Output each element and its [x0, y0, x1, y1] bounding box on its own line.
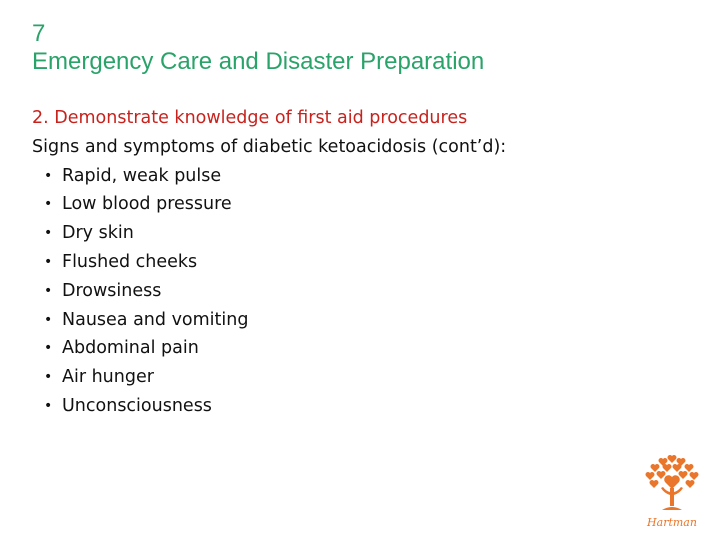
list-item	[32, 363, 692, 392]
list-item	[32, 392, 692, 421]
list-item	[32, 248, 692, 277]
list-item-text: Flushed cheeks	[62, 251, 198, 272]
bullet-list	[32, 162, 692, 421]
list-item-text: Abdominal pain	[62, 338, 199, 359]
list-item	[32, 306, 692, 335]
list-item	[32, 277, 692, 306]
bullet-icon: •	[44, 397, 53, 414]
list-item	[32, 162, 692, 191]
slide-title	[32, 20, 484, 76]
slide-content	[32, 104, 692, 421]
subheading: 2. Demonstrate knowledge of first aid procedures	[32, 108, 468, 128]
list-item-text: Drowsiness	[62, 280, 162, 301]
chapter-title: Emergency Care and Disaster Preparation	[32, 48, 485, 75]
bullet-icon: •	[44, 196, 53, 213]
intro-text: Signs and symptoms of diabetic ketoacidosis (cont’d):	[32, 136, 507, 157]
list-item-text: Low blood pressure	[62, 194, 232, 215]
list-item-text: Rapid, weak pulse	[62, 165, 222, 186]
list-item	[32, 334, 692, 363]
list-item-text: Air hunger	[62, 367, 154, 388]
logo-text: Hartman	[647, 516, 697, 529]
hartman-logo	[640, 455, 704, 535]
bullet-icon: •	[44, 167, 53, 184]
list-item	[32, 190, 692, 219]
list-item-text: Unconsciousness	[62, 395, 212, 416]
bullet-icon: •	[44, 282, 53, 299]
list-item	[32, 219, 692, 248]
bullet-icon: •	[44, 311, 53, 328]
bullet-icon: •	[44, 225, 53, 242]
list-item-text: Dry skin	[62, 223, 134, 244]
bullet-icon: •	[44, 253, 53, 270]
bullet-icon: •	[44, 369, 53, 386]
chapter-number: 7	[32, 20, 46, 47]
list-item-text: Nausea and vomiting	[62, 309, 249, 330]
bullet-icon: •	[44, 340, 53, 357]
tree-heart-icon	[640, 455, 704, 517]
